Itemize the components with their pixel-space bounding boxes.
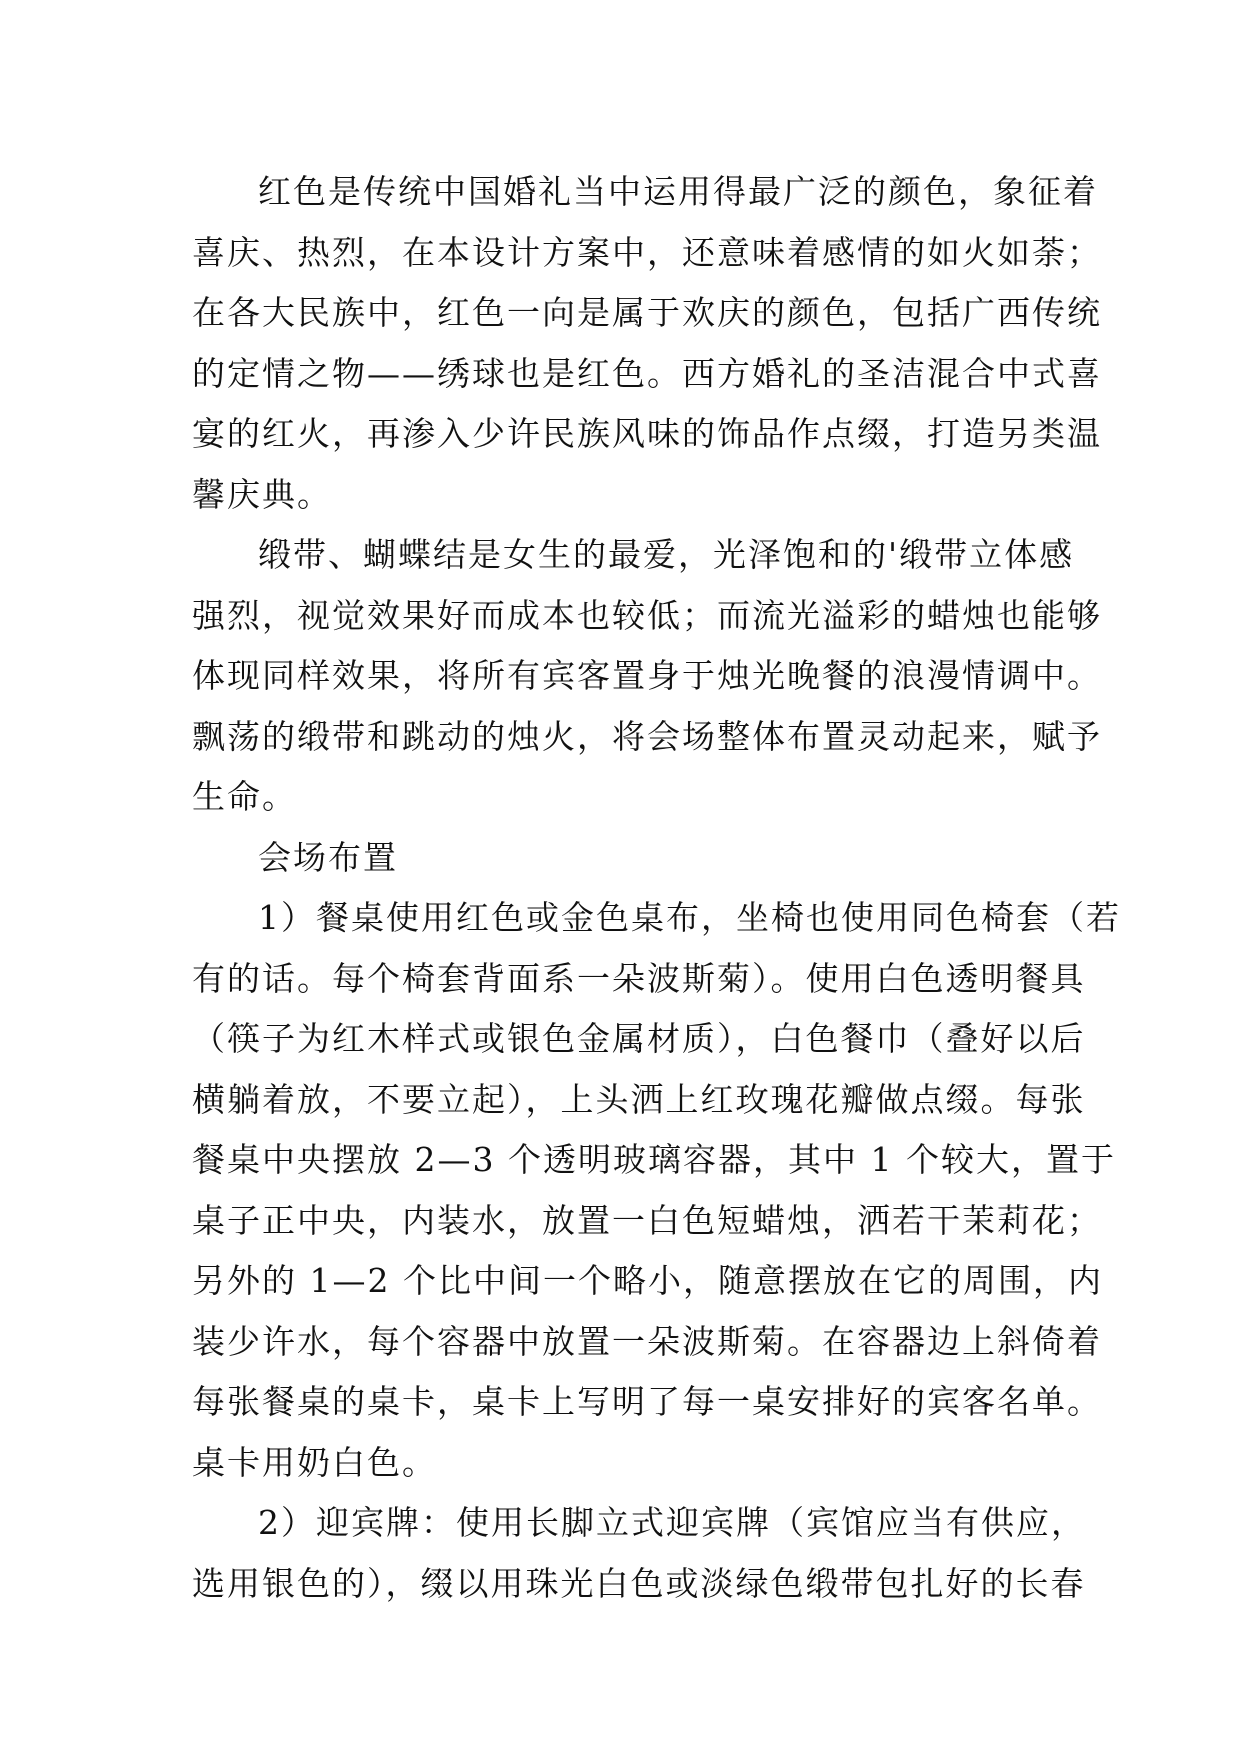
text-line: 另外的 1—2 个比中间一个略小，随意摆放在它的周围，内: [192, 1261, 1103, 1300]
text-line: 宴的红火，再渗入少许民族风味的饰品作点缀，打造另类温: [192, 414, 1102, 453]
text-line: 1）餐桌使用红色或金色桌布，坐椅也使用同色椅套（若: [258, 898, 1121, 937]
text-line: 馨庆典。: [192, 474, 332, 514]
text-line: 餐桌中央摆放 2—3 个透明玻璃容器，其中 1 个较大，置于: [192, 1140, 1116, 1179]
paragraph-tables: [192, 888, 1121, 1493]
text-line: 强烈，视觉效果好而成本也较低；而流光溢彩的蜡烛也能够: [192, 595, 1102, 635]
text-line: 装少许水，每个容器中放置一朵波斯菊。在容器边上斜倚着: [192, 1321, 1102, 1361]
text-line: 在各大民族中，红色一向是属于欢庆的颜色，包括广西传统: [192, 293, 1102, 332]
document-body: [192, 162, 1121, 1614]
text-line: 的定情之物——绣球也是红色。西方婚礼的圣洁混合中式喜: [192, 353, 1102, 393]
text-line: 体现同样效果，将所有宾客置身于烛光晚餐的浪漫情调中。: [192, 656, 1102, 695]
text-line: 喜庆、热烈，在本设计方案中，还意味着感情的如火如荼；: [192, 232, 1102, 272]
text-line: 会场布置: [258, 837, 398, 877]
text-line: 每张餐桌的桌卡，桌卡上写明了每一桌安排好的宾客名单。: [192, 1382, 1102, 1421]
text-line: 有的话。每个椅套背面系一朵波斯菊）。使用白色透明餐具: [192, 958, 1086, 998]
section-heading-venue-layout: [192, 828, 1052, 889]
text-line: 桌卡用奶白色。: [192, 1442, 437, 1482]
paragraph-ribbons-candles: [192, 525, 1102, 828]
paragraph-welcome-sign: [192, 1493, 1086, 1614]
text-line: 红色是传统中国婚礼当中运用得最广泛的颜色，象征着: [258, 172, 1098, 211]
text-line: 飘荡的缎带和跳动的烛火，将会场整体布置灵动起来，赋予: [192, 716, 1102, 756]
text-line: 缎带、蝴蝶结是女生的最爱，光泽饱和的'缎带立体感: [258, 535, 1075, 574]
text-line: 生命。: [192, 777, 297, 816]
text-line: 选用银色的），缀以用珠光白色或淡绿色缎带包扎好的长春: [192, 1563, 1086, 1603]
text-line: 2）迎宾牌：使用长脚立式迎宾牌（宾馆应当有供应，: [258, 1503, 1086, 1542]
paragraph-red-color: [192, 162, 1102, 525]
text-line: （筷子为红木样式或银色金属材质），白色餐巾（叠好以后: [192, 1019, 1086, 1058]
text-line: 桌子正中央，内装水，放置一白色短蜡烛，洒若干茉莉花；: [192, 1200, 1102, 1240]
text-line: 横躺着放，不要立起），上头洒上红玫瑰花瓣做点缀。每张: [192, 1079, 1086, 1119]
